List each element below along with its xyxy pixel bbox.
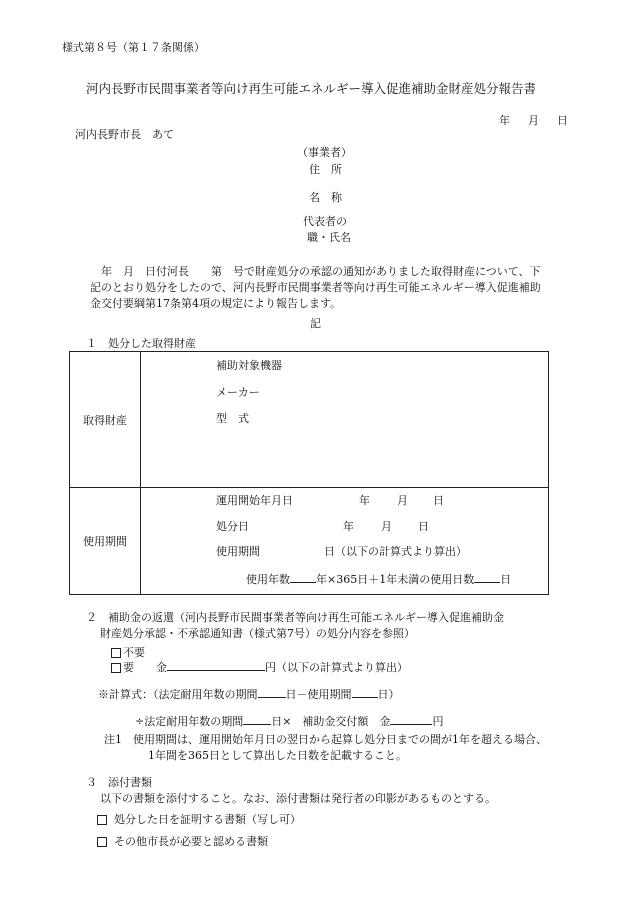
disposal-month: 月 xyxy=(381,520,392,533)
addressee: 河内長野市長 あて xyxy=(75,128,174,141)
usage-years-formula: 使用年数 年×365日＋1年未満の使用日数 日 xyxy=(246,573,512,586)
manufacturer-label: メーカー xyxy=(216,386,260,399)
document-title: 河内長野市民間事業者等向け再生可能エネルギー導入促進補助金財産処分報告書 xyxy=(86,81,537,96)
section2-heading-line2: 財産処分承認・不承認通知書（様式第7号）の処分内容を参照） xyxy=(100,627,415,640)
date-day: 日 xyxy=(557,114,568,127)
checkbox-required[interactable] xyxy=(111,663,121,673)
refund-required-option[interactable]: 要 金 円（以下の計算式より算出） xyxy=(111,659,408,675)
usage-cell xyxy=(141,488,549,595)
representative-title-name-label: 職・氏名 xyxy=(307,231,351,244)
date-line xyxy=(499,114,568,128)
applicant-section-label: （事業者） xyxy=(297,146,352,159)
usage-header: 使用期間 xyxy=(70,488,141,595)
section3-heading: ３ 添付書類 xyxy=(86,776,152,789)
property-cell xyxy=(141,352,549,488)
usage-period-note: 日（以下の計算式より算出） xyxy=(324,545,467,558)
model-label: 型 式 xyxy=(216,412,249,425)
section1-heading: １ 処分した取得財産 xyxy=(86,337,196,350)
disposal-date-label: 処分日 xyxy=(216,520,249,533)
disposal-year: 年 xyxy=(343,520,354,533)
checkbox-not-required[interactable] xyxy=(111,648,121,658)
usage-row xyxy=(70,488,549,595)
property-header: 取得財産 xyxy=(70,352,141,488)
body-line-3: 金交付要綱第17条第4項の規定により報告します。 xyxy=(90,297,342,310)
section2-heading-line1: ２ 補助金の返還（河内長野市民間事業者等向け再生可能エネルギー導入促進補助金 xyxy=(86,611,504,624)
date-year: 年 xyxy=(499,114,510,127)
attachment-item-1[interactable]: 処分した日を証明する書類（写し可） xyxy=(97,813,301,827)
form-number: 様式第８号（第１７条関係） xyxy=(62,41,205,54)
acquired-property-table xyxy=(69,351,549,595)
representative-label: 代表者の xyxy=(303,215,347,228)
start-day: 日 xyxy=(433,494,444,507)
calc-formula-line1: ※計算式：（法定耐用年数の期間 日－使用期間 日） xyxy=(98,688,400,701)
start-year: 年 xyxy=(359,494,370,507)
checkbox-attachment-2[interactable] xyxy=(97,837,107,847)
note1-line2: 1年間を365日として算出した日数を記載すること。 xyxy=(148,749,407,762)
refund-not-required-option[interactable]: 不要 xyxy=(111,646,145,660)
address-label: 住 所 xyxy=(309,163,342,176)
body-line-1: 年 月 日付河長 第 号で財産処分の承認の通知がありました取得財産について、下 xyxy=(90,265,541,278)
start-date-label: 運用開始年月日 xyxy=(216,494,293,507)
ki-heading: 記 xyxy=(310,317,321,330)
name-label: 名 称 xyxy=(309,191,342,204)
calc-formula-line2: ÷法定耐用年数の期間 日× 補助金交付額 金 円 xyxy=(135,715,444,728)
section3-description: 以下の書類を添付すること。なお、添付書類は発行者の印影があるものとする。 xyxy=(100,792,496,805)
date-month: 月 xyxy=(528,114,539,127)
property-row xyxy=(70,352,549,488)
equipment-label: 補助対象機器 xyxy=(216,359,282,372)
usage-period-label: 使用期間 xyxy=(216,545,260,558)
disposal-day: 日 xyxy=(418,520,429,533)
attachment-item-2[interactable]: その他市長が必要と認める書類 xyxy=(97,835,268,849)
note1-line1: 注1 使用期間は、運用開始年月日の翌日から起算し処分日までの間が1年を超える場合、 xyxy=(104,733,547,746)
start-month: 月 xyxy=(397,494,408,507)
body-line-2: 記のとおり処分をしたので、河内長野市民間事業者等向け再生可能エネルギー導入促進補助 xyxy=(90,281,541,294)
checkbox-attachment-1[interactable] xyxy=(97,815,107,825)
